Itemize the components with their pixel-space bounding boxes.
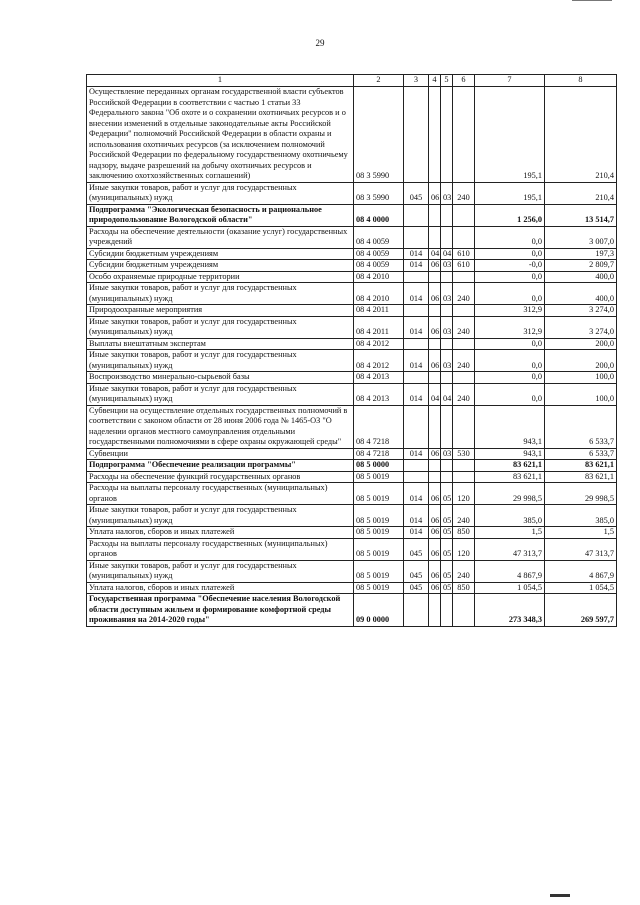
row-description: Расходы на выплаты персоналу государственных (муниципальных) органов — [87, 483, 354, 505]
row-subsection-code: 03 — [441, 448, 453, 460]
table-row — [87, 505, 617, 527]
row-description: Природоохранные мероприятия — [87, 305, 354, 317]
row-subsection-code — [441, 460, 453, 472]
row-description: Осуществление переданных органам государственной власти субъектов Российской Федерации в соответствии с частью 1 статьи 33 Федерального закона "Об охоте и о сохранении охотничьих ресурсов и о внесении изменений в отдельные законодательные акты Российской Федерации" полномочий Российской Федерации в области охраны и использования охотничьих ресурсов (за исключением полномочий Российской Федерации по федеральному государственному охотничьему надзору, выдаче разрешений на добычу охотничьих ресурсов и заключению охотхозяйственных соглашений) — [87, 87, 354, 183]
row-amount-year1: 312,9 — [475, 305, 545, 317]
row-target-article: 08 4 0059 — [354, 226, 404, 248]
row-description: Государственная программа "Обеспечение населения Вологодской области доступным жильем и формирование комфортной среды проживания на 2014-2020 годы" — [87, 594, 354, 627]
row-target-article: 08 3 5990 — [354, 87, 404, 183]
row-section-code — [429, 594, 441, 627]
row-amount-year2: 6 533,7 — [545, 448, 617, 460]
row-target-article: 08 4 2011 — [354, 305, 404, 317]
row-section-code: 06 — [429, 483, 441, 505]
row-ministry-code: 014 — [404, 260, 429, 272]
row-description: Подпрограмма "Экологическая безопасность и рациональное природопользование Вологодской области" — [87, 204, 354, 226]
row-description: Воспроизводство минерально-сырьевой базы — [87, 372, 354, 384]
row-section-code — [429, 271, 441, 283]
scan-artifact-top — [572, 0, 612, 1]
table-row — [87, 405, 617, 448]
row-expense-type: 120 — [453, 538, 475, 560]
row-expense-type: 240 — [453, 505, 475, 527]
row-amount-year1: 195,1 — [475, 182, 545, 204]
row-ministry-code — [404, 405, 429, 448]
row-expense-type — [453, 338, 475, 350]
row-subsection-code: 04 — [441, 383, 453, 405]
row-description: Субвенции — [87, 448, 354, 460]
row-expense-type: 240 — [453, 350, 475, 372]
row-amount-year1: 0,0 — [475, 350, 545, 372]
row-subsection-code — [441, 305, 453, 317]
row-amount-year1: 0,0 — [475, 383, 545, 405]
row-target-article: 08 5 0019 — [354, 560, 404, 582]
row-subsection-code — [441, 471, 453, 483]
row-subsection-code: 05 — [441, 527, 453, 539]
row-expense-type — [453, 460, 475, 472]
row-amount-year2: 3 274,0 — [545, 316, 617, 338]
table-row — [87, 350, 617, 372]
row-description: Иные закупки товаров, работ и услуг для государственных (муниципальных) нужд — [87, 505, 354, 527]
row-subsection-code — [441, 338, 453, 350]
row-amount-year2: 400,0 — [545, 283, 617, 305]
row-amount-year2: 100,0 — [545, 383, 617, 405]
row-ministry-code — [404, 471, 429, 483]
col-header: 4 — [429, 75, 441, 87]
row-amount-year2: 1,5 — [545, 527, 617, 539]
row-subsection-code: 03 — [441, 283, 453, 305]
row-description: Иные закупки товаров, работ и услуг для государственных (муниципальных) нужд — [87, 383, 354, 405]
row-expense-type — [453, 305, 475, 317]
table-row — [87, 594, 617, 627]
row-expense-type: 850 — [453, 582, 475, 594]
row-expense-type — [453, 226, 475, 248]
row-description: Субсидии бюджетным учреждениям — [87, 260, 354, 272]
row-amount-year2: 6 533,7 — [545, 405, 617, 448]
row-expense-type: 240 — [453, 283, 475, 305]
row-expense-type — [453, 594, 475, 627]
row-description: Расходы на выплаты персоналу государственных (муниципальных) органов — [87, 538, 354, 560]
row-ministry-code: 014 — [404, 505, 429, 527]
row-amount-year1: 385,0 — [475, 505, 545, 527]
row-ministry-code: 045 — [404, 582, 429, 594]
row-subsection-code — [441, 204, 453, 226]
row-amount-year2: 13 514,7 — [545, 204, 617, 226]
row-expense-type — [453, 405, 475, 448]
row-subsection-code — [441, 271, 453, 283]
table-row — [87, 182, 617, 204]
row-expense-type — [453, 204, 475, 226]
row-amount-year1: 1,5 — [475, 527, 545, 539]
row-section-code: 06 — [429, 316, 441, 338]
row-ministry-code: 045 — [404, 182, 429, 204]
row-amount-year2: 3 007,0 — [545, 226, 617, 248]
row-subsection-code: 05 — [441, 560, 453, 582]
row-subsection-code — [441, 372, 453, 384]
row-section-code: 06 — [429, 182, 441, 204]
row-target-article: 08 4 2011 — [354, 316, 404, 338]
row-ministry-code — [404, 204, 429, 226]
row-amount-year1: 1 256,0 — [475, 204, 545, 226]
row-amount-year1: 4 867,9 — [475, 560, 545, 582]
row-expense-type — [453, 372, 475, 384]
row-amount-year2: 197,3 — [545, 248, 617, 260]
row-subsection-code: 05 — [441, 582, 453, 594]
row-target-article: 08 4 2012 — [354, 350, 404, 372]
row-section-code: 06 — [429, 505, 441, 527]
row-amount-year2: 83 621,1 — [545, 471, 617, 483]
row-amount-year1: 47 313,7 — [475, 538, 545, 560]
row-section-code: 06 — [429, 582, 441, 594]
row-amount-year1: 83 621,1 — [475, 460, 545, 472]
row-ministry-code: 014 — [404, 483, 429, 505]
row-amount-year2: 2 809,7 — [545, 260, 617, 272]
row-expense-type: 120 — [453, 483, 475, 505]
row-target-article: 08 4 2012 — [354, 338, 404, 350]
table-row — [87, 538, 617, 560]
row-amount-year2: 200,0 — [545, 338, 617, 350]
row-ministry-code: 014 — [404, 248, 429, 260]
row-section-code: 06 — [429, 527, 441, 539]
row-subsection-code: 05 — [441, 483, 453, 505]
row-target-article: 09 0 0000 — [354, 594, 404, 627]
row-amount-year2: 200,0 — [545, 350, 617, 372]
row-section-code: 04 — [429, 248, 441, 260]
table-row — [87, 483, 617, 505]
row-subsection-code: 03 — [441, 350, 453, 372]
row-amount-year1: 0,0 — [475, 338, 545, 350]
row-target-article: 08 4 0059 — [354, 248, 404, 260]
row-amount-year1: 83 621,1 — [475, 471, 545, 483]
row-amount-year2: 4 867,9 — [545, 560, 617, 582]
row-amount-year1: 0,0 — [475, 271, 545, 283]
row-expense-type — [453, 87, 475, 183]
table-row — [87, 204, 617, 226]
row-ministry-code — [404, 372, 429, 384]
col-header: 7 — [475, 75, 545, 87]
row-description: Уплата налогов, сборов и иных платежей — [87, 582, 354, 594]
row-amount-year1: 0,0 — [475, 372, 545, 384]
row-target-article: 08 5 0019 — [354, 582, 404, 594]
table-row — [87, 560, 617, 582]
row-amount-year2: 29 998,5 — [545, 483, 617, 505]
row-description: Особо охраняемые природные территории — [87, 271, 354, 283]
row-description: Выплаты внештатным экспертам — [87, 338, 354, 350]
row-target-article: 08 4 0000 — [354, 204, 404, 226]
table-row — [87, 248, 617, 260]
row-expense-type: 240 — [453, 383, 475, 405]
row-description: Уплата налогов, сборов и иных платежей — [87, 527, 354, 539]
row-section-code — [429, 338, 441, 350]
row-target-article: 08 4 2010 — [354, 283, 404, 305]
row-subsection-code: 03 — [441, 260, 453, 272]
row-ministry-code: 045 — [404, 560, 429, 582]
row-expense-type — [453, 471, 475, 483]
row-subsection-code: 04 — [441, 248, 453, 260]
row-target-article: 08 4 2010 — [354, 271, 404, 283]
col-header: 3 — [404, 75, 429, 87]
row-target-article: 08 5 0019 — [354, 527, 404, 539]
table-row — [87, 316, 617, 338]
col-header: 2 — [354, 75, 404, 87]
row-target-article: 08 3 5990 — [354, 182, 404, 204]
row-ministry-code: 014 — [404, 316, 429, 338]
row-amount-year1: 273 348,3 — [475, 594, 545, 627]
row-target-article: 08 4 0059 — [354, 260, 404, 272]
table-row — [87, 527, 617, 539]
row-section-code: 06 — [429, 448, 441, 460]
row-amount-year2: 269 597,7 — [545, 594, 617, 627]
row-section-code — [429, 87, 441, 183]
scan-artifact-bottom — [550, 894, 570, 897]
row-section-code: 06 — [429, 560, 441, 582]
row-target-article: 08 4 2013 — [354, 383, 404, 405]
row-amount-year1: 312,9 — [475, 316, 545, 338]
page-number: 29 — [315, 38, 325, 48]
row-amount-year1: 943,1 — [475, 405, 545, 448]
row-description: Иные закупки товаров, работ и услуг для государственных (муниципальных) нужд — [87, 316, 354, 338]
row-amount-year2: 3 274,0 — [545, 305, 617, 317]
row-amount-year1: 1 054,5 — [475, 582, 545, 594]
row-section-code: 04 — [429, 383, 441, 405]
row-section-code — [429, 405, 441, 448]
row-amount-year1: 29 998,5 — [475, 483, 545, 505]
row-amount-year2: 83 621,1 — [545, 460, 617, 472]
col-header: 5 — [441, 75, 453, 87]
row-section-code — [429, 471, 441, 483]
table-row — [87, 305, 617, 317]
row-amount-year2: 210,4 — [545, 87, 617, 183]
table-row — [87, 226, 617, 248]
row-amount-year1: 0,0 — [475, 226, 545, 248]
row-expense-type: 240 — [453, 316, 475, 338]
row-amount-year2: 1 054,5 — [545, 582, 617, 594]
row-target-article: 08 5 0019 — [354, 471, 404, 483]
row-section-code — [429, 460, 441, 472]
row-expense-type — [453, 271, 475, 283]
row-amount-year1: -0,0 — [475, 260, 545, 272]
row-amount-year2: 100,0 — [545, 372, 617, 384]
table-row — [87, 471, 617, 483]
col-header: 6 — [453, 75, 475, 87]
row-ministry-code: 014 — [404, 350, 429, 372]
row-description: Подпрограмма "Обеспечение реализации программы" — [87, 460, 354, 472]
row-description: Субсидии бюджетным учреждениям — [87, 248, 354, 260]
row-ministry-code: 045 — [404, 538, 429, 560]
row-amount-year1: 943,1 — [475, 448, 545, 460]
row-amount-year1: 0,0 — [475, 283, 545, 305]
row-ministry-code: 014 — [404, 283, 429, 305]
row-subsection-code — [441, 226, 453, 248]
row-expense-type: 240 — [453, 182, 475, 204]
row-description: Иные закупки товаров, работ и услуг для государственных (муниципальных) нужд — [87, 560, 354, 582]
col-header: 1 — [87, 75, 354, 87]
row-expense-type: 610 — [453, 260, 475, 272]
row-section-code: 06 — [429, 260, 441, 272]
row-description: Иные закупки товаров, работ и услуг для государственных (муниципальных) нужд — [87, 350, 354, 372]
row-ministry-code — [404, 338, 429, 350]
row-subsection-code: 03 — [441, 182, 453, 204]
row-section-code — [429, 372, 441, 384]
row-subsection-code: 03 — [441, 316, 453, 338]
row-target-article: 08 4 7218 — [354, 405, 404, 448]
table-row — [87, 448, 617, 460]
row-description: Расходы на обеспечение деятельности (оказание услуг) государственных учреждений — [87, 226, 354, 248]
table-row — [87, 383, 617, 405]
row-section-code — [429, 204, 441, 226]
table-row — [87, 260, 617, 272]
row-section-code: 06 — [429, 283, 441, 305]
row-ministry-code — [404, 460, 429, 472]
row-expense-type: 530 — [453, 448, 475, 460]
row-ministry-code — [404, 594, 429, 627]
table-row — [87, 338, 617, 350]
row-subsection-code — [441, 594, 453, 627]
row-section-code: 06 — [429, 538, 441, 560]
row-amount-year2: 400,0 — [545, 271, 617, 283]
row-expense-type: 610 — [453, 248, 475, 260]
table-row — [87, 87, 617, 183]
row-amount-year2: 385,0 — [545, 505, 617, 527]
row-ministry-code — [404, 226, 429, 248]
row-description: Расходы на обеспечение функций государственных органов — [87, 471, 354, 483]
row-ministry-code — [404, 87, 429, 183]
row-description: Иные закупки товаров, работ и услуг для государственных (муниципальных) нужд — [87, 182, 354, 204]
row-expense-type: 850 — [453, 527, 475, 539]
row-section-code — [429, 226, 441, 248]
row-amount-year2: 210,4 — [545, 182, 617, 204]
row-section-code: 06 — [429, 350, 441, 372]
row-expense-type: 240 — [453, 560, 475, 582]
header-row — [87, 75, 617, 87]
row-description: Иные закупки товаров, работ и услуг для государственных (муниципальных) нужд — [87, 283, 354, 305]
row-ministry-code: 014 — [404, 448, 429, 460]
row-amount-year2: 47 313,7 — [545, 538, 617, 560]
table-row — [87, 372, 617, 384]
row-target-article: 08 5 0019 — [354, 538, 404, 560]
table-row — [87, 582, 617, 594]
row-target-article: 08 5 0019 — [354, 505, 404, 527]
row-target-article: 08 4 2013 — [354, 372, 404, 384]
row-section-code — [429, 305, 441, 317]
row-ministry-code: 014 — [404, 383, 429, 405]
table-row — [87, 460, 617, 472]
row-subsection-code: 05 — [441, 538, 453, 560]
budget-table — [86, 74, 617, 627]
row-ministry-code: 014 — [404, 527, 429, 539]
row-subsection-code — [441, 87, 453, 183]
row-ministry-code — [404, 305, 429, 317]
row-subsection-code — [441, 405, 453, 448]
row-target-article: 08 5 0019 — [354, 483, 404, 505]
col-header: 8 — [545, 75, 617, 87]
table-row — [87, 271, 617, 283]
table-row — [87, 283, 617, 305]
row-target-article: 08 4 7218 — [354, 448, 404, 460]
row-ministry-code — [404, 271, 429, 283]
table-body — [87, 87, 617, 627]
row-amount-year1: 195,1 — [475, 87, 545, 183]
row-subsection-code: 05 — [441, 505, 453, 527]
row-description: Субвенции на осуществление отдельных государственных полномочий в соответствии с законом области от 28 июня 2006 года № 1465-ОЗ "О наделении органов местного самоуправления отдельными государственными полномочиями в сфере охраны окружающей среды" — [87, 405, 354, 448]
row-target-article: 08 5 0000 — [354, 460, 404, 472]
row-amount-year1: 0,0 — [475, 248, 545, 260]
